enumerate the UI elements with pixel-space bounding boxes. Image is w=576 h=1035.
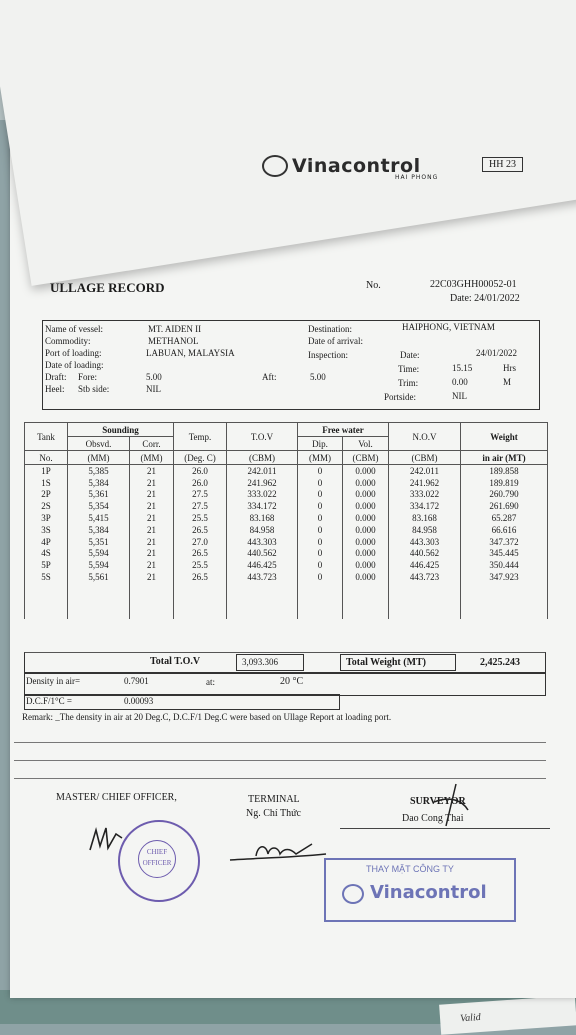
terminal-label: TERMINAL [248, 794, 300, 805]
cell-obsvd: 5,351 [68, 536, 130, 548]
cell-corr: 21 [130, 571, 174, 583]
cell-temp: 26.0 [174, 465, 227, 477]
underlying-paper-text: Valid [459, 1011, 482, 1025]
terminal-name: Ng. Chí Thức [246, 808, 301, 819]
cell-tov: 443.723 [227, 571, 298, 583]
empty-cell [389, 583, 461, 595]
cell-tov: 446.425 [227, 559, 298, 571]
total-tov-label: Total T.O.V [150, 656, 201, 667]
cell-nov: 440.562 [389, 548, 461, 560]
empty-cell [130, 595, 174, 607]
empty-row [25, 583, 548, 595]
cell-corr: 21 [130, 489, 174, 501]
cell-vol: 0.000 [343, 500, 389, 512]
empty-cell [227, 583, 298, 595]
inspection-time: 15.15 [452, 363, 473, 373]
total-weight-label: Total Weight (MT) [346, 657, 427, 668]
density-at-value: 20 °C [280, 676, 304, 687]
cell-nov: 83.168 [389, 512, 461, 524]
cell-tank: 2S [25, 500, 68, 512]
commodity: METHANOL [148, 336, 199, 346]
cell-weight: 260.790 [461, 489, 548, 501]
cell-obsvd: 5,385 [68, 465, 130, 477]
table-row [25, 465, 548, 477]
document-title: ULLAGE RECORD [50, 280, 165, 295]
header-temp: Temp. [174, 423, 227, 451]
cell-tov: 241.962 [227, 477, 298, 489]
time-unit: Hrs [503, 363, 516, 373]
header-dip-unit: (MM) [298, 451, 343, 465]
empty-cell [343, 607, 389, 619]
trim-value: 0.00 [452, 377, 468, 387]
cell-obsvd: 5,561 [68, 571, 130, 583]
header-obsvd: Obsvd. [68, 437, 130, 451]
header-no: No. [25, 451, 68, 465]
cell-weight: 189.819 [461, 477, 548, 489]
density-at-label: at: [206, 677, 215, 687]
remark-line-1 [14, 742, 546, 743]
cell-temp: 26.5 [174, 571, 227, 583]
cell-nov: 242.011 [389, 465, 461, 477]
cell-tov: 443.303 [227, 536, 298, 548]
dcf-label: D.C.F/1°C = [26, 696, 72, 706]
cell-obsvd: 5,361 [68, 489, 130, 501]
cell-temp: 26.5 [174, 524, 227, 536]
header-temp-unit: (Deg. C) [174, 451, 227, 465]
cell-weight: 66.616 [461, 524, 548, 536]
header-weight-unit: in air (MT) [461, 451, 548, 465]
table-row [25, 524, 548, 536]
no-label: No. [366, 280, 381, 291]
inspection-label: Inspection: [308, 350, 348, 360]
table-row [25, 536, 548, 548]
cell-corr: 21 [130, 524, 174, 536]
fore-value: 5.00 [146, 372, 162, 382]
cell-corr: 21 [130, 536, 174, 548]
dcf-value: 0.00093 [124, 696, 154, 706]
cell-tank: 5S [25, 571, 68, 583]
empty-cell [298, 607, 343, 619]
cell-temp: 25.5 [174, 559, 227, 571]
cell-weight: 347.372 [461, 536, 548, 548]
cell-weight: 65.287 [461, 512, 548, 524]
stb-value: NIL [146, 384, 161, 394]
header-free-water: Free water [298, 423, 389, 437]
header-sounding: Sounding [68, 423, 174, 437]
cell-dip: 0 [298, 512, 343, 524]
remark-line-3 [14, 778, 546, 779]
cell-nov: 333.022 [389, 489, 461, 501]
port-loading: LABUAN, MALAYSIA [146, 348, 235, 358]
header-dip: Dip. [298, 437, 343, 451]
density-value: 0.7901 [124, 676, 149, 686]
empty-cell [174, 595, 227, 607]
cell-nov: 443.723 [389, 571, 461, 583]
empty-cell [461, 583, 548, 595]
header-nov-unit: (CBM) [389, 451, 461, 465]
cell-tank: 1S [25, 477, 68, 489]
aft-value: 5.00 [310, 372, 326, 382]
trim-unit: M [503, 377, 512, 387]
header-tank: Tank [25, 423, 68, 451]
header-corr: Corr. [130, 437, 174, 451]
empty-cell [68, 607, 130, 619]
ullage-table [24, 422, 548, 619]
cell-vol: 0.000 [343, 548, 389, 560]
remark-line-2 [14, 760, 546, 761]
cell-dip: 0 [298, 536, 343, 548]
globe-icon [262, 155, 288, 177]
cell-corr: 21 [130, 512, 174, 524]
empty-cell [298, 583, 343, 595]
cell-vol: 0.000 [343, 536, 389, 548]
date-label: Date: [400, 350, 420, 360]
header-nov: N.O.V [389, 423, 461, 451]
cell-dip: 0 [298, 500, 343, 512]
cell-weight: 189.858 [461, 465, 548, 477]
cell-nov: 241.962 [389, 477, 461, 489]
time-label: Time: [398, 364, 420, 374]
cell-nov: 446.425 [389, 559, 461, 571]
empty-cell [130, 607, 174, 619]
cell-weight: 350.444 [461, 559, 548, 571]
table-row [25, 477, 548, 489]
cell-vol: 0.000 [343, 571, 389, 583]
inspection-date: 24/01/2022 [476, 348, 518, 358]
surveyor-name: Dao Cong Thai [402, 813, 464, 824]
empty-cell [25, 583, 68, 595]
destination: HAIPHONG, VIETNAM [402, 322, 495, 332]
density-label: Density in air= [26, 676, 81, 686]
cell-vol: 0.000 [343, 524, 389, 536]
cell-temp: 26.0 [174, 477, 227, 489]
cell-vol: 0.000 [343, 489, 389, 501]
empty-cell [227, 607, 298, 619]
cell-vol: 0.000 [343, 559, 389, 571]
total-weight: 2,425.243 [480, 657, 520, 668]
stamp-caption: THAY MẶT CÔNG TY [366, 864, 454, 874]
vinacontrol-stamp [324, 858, 516, 922]
table-row [25, 571, 548, 583]
empty-cell [461, 607, 548, 619]
empty-row [25, 595, 548, 607]
empty-cell [25, 607, 68, 619]
header-tov: T.O.V [227, 423, 298, 451]
cell-corr: 21 [130, 465, 174, 477]
cell-temp: 25.5 [174, 512, 227, 524]
empty-cell [343, 583, 389, 595]
cell-tov: 440.562 [227, 548, 298, 560]
header-weight: Weight [461, 423, 548, 451]
header-vol-unit: (CBM) [343, 451, 389, 465]
empty-cell [389, 595, 461, 607]
cell-obsvd: 5,384 [68, 477, 130, 489]
empty-cell [25, 595, 68, 607]
vessel-name: MT. AIDEN II [148, 324, 202, 334]
stb-label: Stb side: [78, 384, 110, 394]
cell-dip: 0 [298, 559, 343, 571]
document-date: Date: 24/01/2022 [450, 293, 520, 304]
cell-corr: 21 [130, 559, 174, 571]
cell-temp: 26.5 [174, 548, 227, 560]
empty-cell [130, 583, 174, 595]
cell-temp: 27.5 [174, 500, 227, 512]
empty-cell [298, 595, 343, 607]
cell-obsvd: 5,354 [68, 500, 130, 512]
stamp-globe-icon [342, 884, 364, 904]
empty-cell [461, 595, 548, 607]
empty-cell [389, 607, 461, 619]
remark: Remark: _The density in air at 20 Deg.C, D.C.F/1 Deg.C were based on Ullage Report at loading port. [22, 712, 392, 722]
cell-tov: 84.958 [227, 524, 298, 536]
portside-label: Portside: [384, 392, 417, 402]
header-tov-unit: (CBM) [227, 451, 298, 465]
empty-cell [174, 583, 227, 595]
destination-label: Destination: [308, 324, 352, 334]
cell-dip: 0 [298, 465, 343, 477]
cell-nov: 334.172 [389, 500, 461, 512]
cell-weight: 347.923 [461, 571, 548, 583]
commodity-label: Commodity: [45, 336, 91, 346]
logo-subtitle: HAI PHONG [395, 174, 439, 181]
total-tov: 3,093.306 [242, 657, 278, 667]
empty-row [25, 607, 548, 619]
table-row [25, 559, 548, 571]
cell-tank: 3S [25, 524, 68, 536]
header-obsvd-unit: (MM) [68, 451, 130, 465]
logo-name: Vinacontrol [292, 155, 421, 177]
cell-obsvd: 5,594 [68, 548, 130, 560]
port-loading-label: Port of loading: [45, 348, 102, 358]
cell-vol: 0.000 [343, 477, 389, 489]
cell-tank: 2P [25, 489, 68, 501]
cell-nov: 443.303 [389, 536, 461, 548]
cell-obsvd: 5,384 [68, 524, 130, 536]
ship-seal-stamp [118, 820, 200, 902]
cell-temp: 27.0 [174, 536, 227, 548]
table-row [25, 500, 548, 512]
cell-dip: 0 [298, 548, 343, 560]
cell-tov: 333.022 [227, 489, 298, 501]
form-code: HH 23 [482, 157, 523, 172]
cell-dip: 0 [298, 524, 343, 536]
aft-label: Aft: [262, 372, 277, 382]
master-label: MASTER/ CHIEF OFFICER, [56, 792, 177, 803]
cell-tov: 83.168 [227, 512, 298, 524]
surveyor-signature [416, 780, 476, 830]
cell-temp: 27.5 [174, 489, 227, 501]
cell-tov: 242.011 [227, 465, 298, 477]
cell-corr: 21 [130, 500, 174, 512]
trim-label: Trim: [398, 378, 419, 388]
date-loading-label: Date of loading: [45, 360, 104, 370]
cell-nov: 84.958 [389, 524, 461, 536]
cell-dip: 0 [298, 571, 343, 583]
cell-tov: 334.172 [227, 500, 298, 512]
surveyor-label: SURVEYOR [410, 796, 466, 807]
empty-cell [227, 595, 298, 607]
draft-label: Draft: [45, 372, 67, 382]
table-row [25, 512, 548, 524]
vessel-name-label: Name of vessel: [45, 324, 103, 334]
cell-corr: 21 [130, 477, 174, 489]
document-number: 22C03GHH00052-01 [430, 279, 517, 290]
cell-dip: 0 [298, 489, 343, 501]
cell-tank: 1P [25, 465, 68, 477]
table-row [25, 489, 548, 501]
cell-obsvd: 5,415 [68, 512, 130, 524]
arrival-label: Date of arrival: [308, 336, 363, 346]
cell-weight: 261.690 [461, 500, 548, 512]
ship-seal-center: CHIEF OFFICER [138, 840, 176, 878]
cell-tank: 4P [25, 536, 68, 548]
empty-cell [68, 595, 130, 607]
heel-label: Heel: [45, 384, 65, 394]
empty-cell [68, 583, 130, 595]
stamp-brand: Vinacontrol [370, 882, 487, 903]
cell-dip: 0 [298, 477, 343, 489]
portside-value: NIL [452, 391, 467, 401]
empty-cell [174, 607, 227, 619]
cell-corr: 21 [130, 548, 174, 560]
fore-label: Fore: [78, 372, 97, 382]
tank-rows [25, 465, 548, 619]
cell-tank: 3P [25, 512, 68, 524]
header-corr-unit: (MM) [130, 451, 174, 465]
cell-weight: 345.445 [461, 548, 548, 560]
table-row [25, 548, 548, 560]
cell-tank: 5P [25, 559, 68, 571]
cell-tank: 4S [25, 548, 68, 560]
header-vol: Vol. [343, 437, 389, 451]
empty-cell [343, 595, 389, 607]
cell-vol: 0.000 [343, 512, 389, 524]
cell-vol: 0.000 [343, 465, 389, 477]
cell-obsvd: 5,594 [68, 559, 130, 571]
